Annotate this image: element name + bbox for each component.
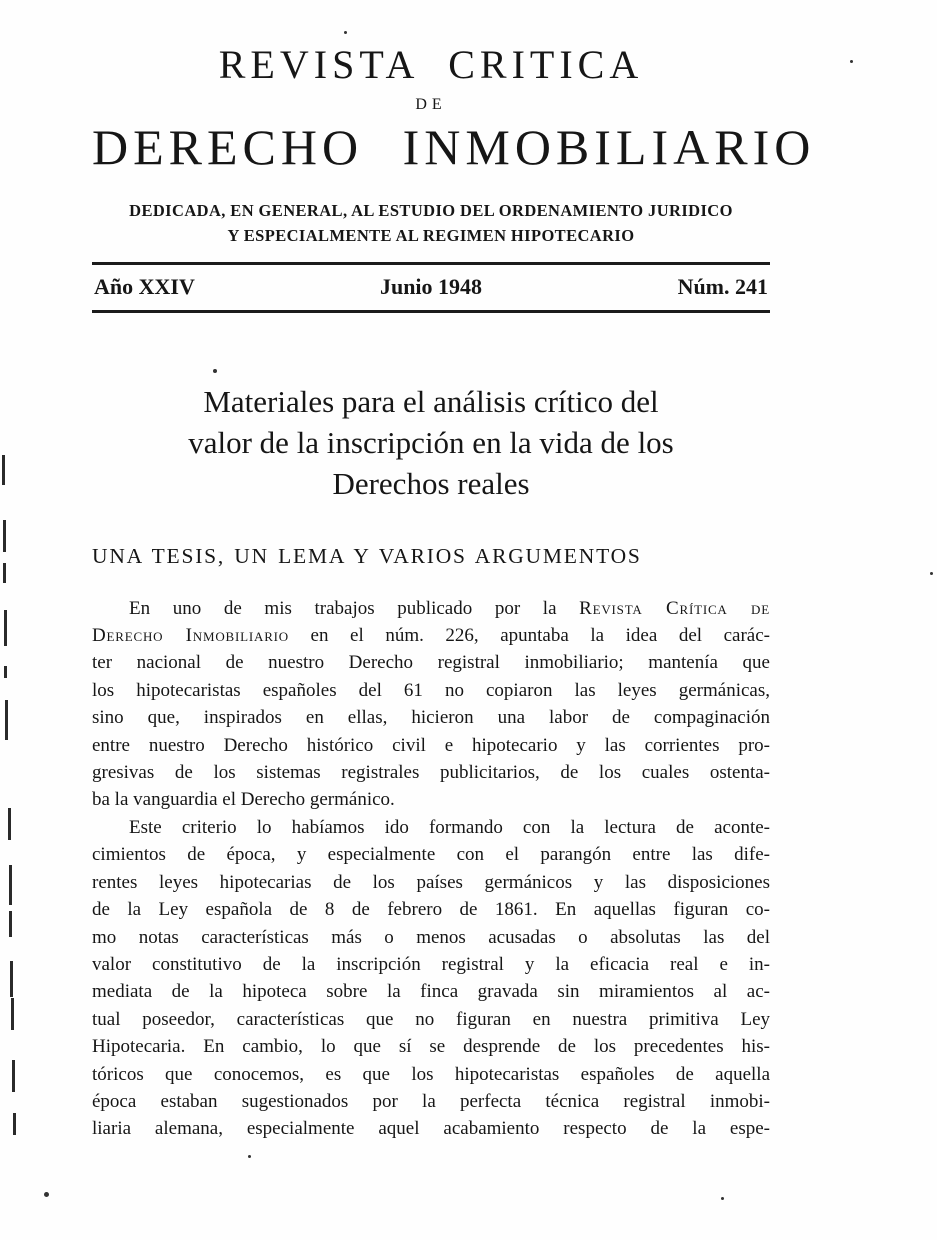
journal-name-smallcaps: Derecho Inmobiliario — [92, 625, 289, 647]
body-line: ter nacional de nuestro Derecho registral inmobiliario; mantenía que — [92, 652, 770, 674]
dedication-line2: Y ESPECIALMENTE AL REGIMEN HIPOTECARIO — [227, 226, 635, 246]
scan-artifact-mark — [9, 865, 12, 905]
body-line: mo notas características más o menos acusadas o absolutas las del — [92, 926, 770, 948]
body-line: de la Ley española de 8 de febrero de 1861. En aquellas figuran co- — [92, 899, 770, 921]
scan-artifact-mark — [5, 700, 8, 740]
scan-artifact-mark — [8, 808, 11, 840]
masthead — [92, 42, 816, 249]
scan-artifact-mark — [11, 998, 14, 1030]
body-line: gresivas de los sistemas registrales publicitarios, de los cuales ostenta- — [92, 762, 770, 784]
article-title-line: Derechos reales — [332, 465, 530, 501]
issue-number: Núm. 241 — [677, 273, 769, 299]
body-line: época estaban sugestionados por la perfecta técnica registral inmobi- — [92, 1090, 770, 1112]
issue-bar — [92, 265, 770, 310]
section-heading: UNA TESIS, UN LEMA Y VARIOS ARGUMENTOS — [92, 543, 642, 568]
body-line: mediata de la hipoteca sobre la finca gravada sin miramientos al ac- — [92, 981, 770, 1003]
journal-name-smallcaps: Revista Crítica de — [579, 597, 770, 619]
scan-artifact-mark — [10, 961, 13, 997]
paragraph-1 — [92, 595, 770, 814]
ink-speck — [44, 1192, 49, 1197]
body-line: ba la vanguardia el Derecho germánico. — [92, 789, 395, 811]
ink-speck — [721, 1197, 724, 1200]
scan-artifact-mark — [13, 1113, 16, 1135]
body-line: Hipotecaria. En cambio, lo que sí se desprende de los precedentes his- — [92, 1036, 770, 1058]
body-line — [92, 622, 770, 649]
scan-artifact-mark — [12, 1060, 15, 1092]
bottom-rule — [92, 310, 770, 313]
scan-artifact-mark — [4, 610, 7, 646]
body-line: sino que, inspirados en ellas, hicieron una labor de compaginación — [92, 707, 770, 729]
body-line: valor constitutivo de la inscripción registral y la eficacia real e in- — [92, 953, 770, 975]
article-title — [92, 381, 770, 504]
journal-title-line2: DERECHO INMOBILIARIO — [92, 119, 816, 175]
body-line: los hipotecaristas españoles del 61 no copiaron las leyes germánicas, — [92, 679, 770, 701]
issue-year: Año XXIV — [94, 273, 195, 299]
body-line: Este criterio lo habíamos ido formando con la lectura de aconte- — [129, 816, 770, 838]
body-text: En uno de mis trabajos publicado por la — [129, 597, 580, 619]
dedication-line1: DEDICADA, EN GENERAL, AL ESTUDIO DEL ORDENAMIENTO JURIDICO — [129, 200, 733, 220]
body-line: liaria alemana, especialmente aquel acabamiento respecto de la espe- — [92, 1118, 770, 1140]
body-line: tual poseedor, características que no figuran en nuestra primitiva Ley — [92, 1008, 770, 1030]
journal-title-connector: DE — [415, 96, 447, 113]
journal-title-line1: REVISTA CRITICA — [218, 42, 644, 87]
body-line: tóricos que conocemos, es que los hipotecaristas españoles de aquella — [92, 1063, 770, 1085]
scan-artifact-mark — [3, 563, 6, 583]
body-text: en el núm. 226, apuntaba la idea del carác- — [289, 625, 770, 647]
ink-speck — [248, 1155, 251, 1158]
paragraph-2 — [92, 814, 770, 1143]
journal-dedication — [92, 198, 770, 249]
article-title-line: valor de la inscripción en la vida de los — [188, 424, 674, 460]
ink-speck — [850, 60, 853, 63]
scan-artifact-mark — [4, 666, 7, 678]
scan-artifact-mark — [9, 911, 12, 937]
body-line: entre nuestro Derecho histórico civil e hipotecario y las corrientes pro- — [92, 734, 770, 756]
scan-artifact-mark — [3, 520, 6, 552]
article-title-line: Materiales para el análisis crítico del — [203, 383, 659, 419]
issue-date: Junio 1948 — [379, 273, 483, 299]
body-line — [92, 595, 770, 622]
scan-artifact-mark — [2, 455, 5, 485]
body-line: cimientos de época, y especialmente con el parangón entre las dife- — [92, 844, 770, 866]
page-content — [92, 0, 816, 1143]
article-body — [92, 595, 770, 1143]
body-line: rentes leyes hipotecarias de los países germánicos y las disposiciones — [92, 871, 770, 893]
ink-speck — [930, 572, 933, 575]
